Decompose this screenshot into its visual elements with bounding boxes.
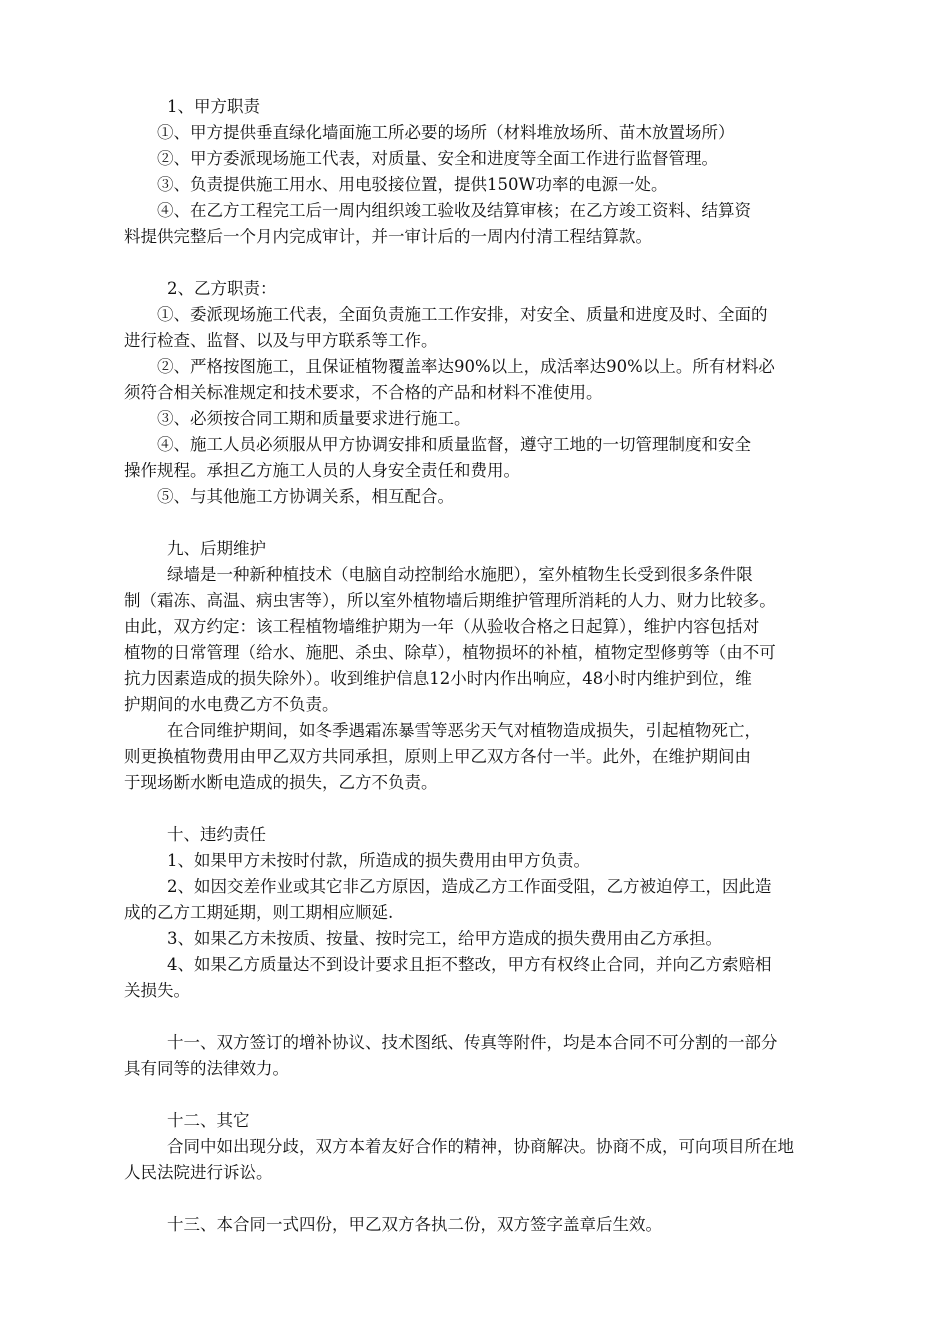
section-1-line-2: ②、甲方委派现场施工代表，对质量、安全和进度等全面工作进行监督管理。: [157, 149, 718, 168]
section-12-line-2: 人民法院进行诉讼。: [124, 1163, 273, 1182]
section-1-line-1: ①、甲方提供垂直绿化墙面施工所必要的场所（材料堆放场所、苗木放置场所）: [157, 123, 735, 142]
section-2-line-4: 须符合相关标准规定和技术要求，不合格的产品和材料不准使用。: [124, 383, 603, 402]
section-2-line-8: ⑤、与其他施工方协调关系，相互配合。: [157, 487, 454, 506]
section-10-line-4: 3、如果乙方未按质、按量、按时完工，给甲方造成的损失费用由乙方承担。: [167, 929, 722, 948]
section-2-heading: 2、乙方职责：: [167, 279, 277, 298]
section-11-line-1: 具有同等的法律效力。: [124, 1059, 289, 1078]
section-11-heading: 十一、双方签订的增补协议、技术图纸、传真等附件，均是本合同不可分割的一部分: [167, 1033, 778, 1052]
section-2-line-3: ②、严格按图施工，且保证植物覆盖率达90%以上，成活率达90%以上。所有材料必: [157, 357, 775, 376]
spacer: [124, 1082, 854, 1108]
section-10-line-1: 1、如果甲方未按时付款，所造成的损失费用由甲方负责。: [167, 851, 590, 870]
section-10-line-5: 4、如果乙方质量达不到设计要求且拒不整改，甲方有权终止合同，并向乙方索赔相: [167, 955, 772, 974]
section-10-line-3: 成的乙方工期延期，则工期相应顺延.: [124, 903, 394, 922]
section-9-line-7: 在合同维护期间，如冬季遇霜冻暴雪等恶劣天气对植物造成损失，引起植物死亡，: [167, 721, 761, 740]
section-9-line-1: 绿墙是一种新种植技术（电脑自动控制给水施肥），室外植物生长受到很多条件限: [167, 565, 753, 584]
spacer: [124, 1186, 854, 1212]
section-1-line-5: 料提供完整后一个月内完成审计，并一审计后的一周内付清工程结算款。: [124, 227, 652, 246]
section-10-line-6: 关损失。: [124, 981, 190, 1000]
section-9-line-4: 植物的日常管理（给水、施肥、杀虫、除草），植物损坏的补植，植物定型修剪等（由不可: [124, 643, 776, 662]
section-12-line-1: 合同中如出现分歧，双方本着友好合作的精神，协商解决。协商不成，可向项目所在地: [167, 1137, 794, 1156]
section-13-heading: 十三、本合同一式四份，甲乙双方各执二份，双方签字盖章后生效。: [167, 1215, 662, 1234]
spacer: [124, 796, 854, 822]
section-12-heading: 十二、其它: [167, 1111, 250, 1130]
section-9-line-2: 制（霜冻、高温、病虫害等），所以室外植物墙后期维护管理所消耗的人力、财力比较多。: [124, 591, 776, 610]
section-9-line-9: 于现场断水断电造成的损失，乙方不负责。: [124, 773, 438, 792]
section-9-line-3: 由此，双方约定：该工程植物墙维护期为一年（从验收合格之日起算），维护内容包括对: [124, 617, 760, 636]
section-9-line-6: 护期间的水电费乙方不负责。: [124, 695, 339, 714]
section-9-line-5: 抗力因素造成的损失除外）。收到维护信息12小时内作出响应，48小时内维护到位，维: [124, 669, 752, 688]
spacer: [124, 1004, 854, 1030]
document-page: [124, 94, 854, 1238]
section-2-line-7: 操作规程。承担乙方施工人员的人身安全责任和费用。: [124, 461, 520, 480]
section-9-heading: 九、后期维护: [167, 539, 266, 558]
section-9-line-8: 则更换植物费用由甲乙双方共同承担，原则上甲乙双方各付一半。此外，在维护期间由: [124, 747, 751, 766]
spacer: [124, 250, 854, 276]
section-1-line-4: ④、在乙方工程完工后一周内组织竣工验收及结算审核；在乙方竣工资料、结算资: [157, 201, 751, 220]
section-10-heading: 十、违约责任: [167, 825, 266, 844]
section-1-line-3: ③、负责提供施工用水、用电驳接位置，提供150W功率的电源一处。: [157, 175, 668, 194]
section-1-heading: 1、甲方职责: [167, 97, 260, 116]
section-2-line-2: 进行检查、监督、以及与甲方联系等工作。: [124, 331, 438, 350]
section-10-line-2: 2、如因交差作业或其它非乙方原因，造成乙方工作面受阻，乙方被迫停工，因此造: [167, 877, 772, 896]
section-2-line-6: ④、施工人员必须服从甲方协调安排和质量监督，遵守工地的一切管理制度和安全: [157, 435, 751, 454]
section-2-line-5: ③、必须按合同工期和质量要求进行施工。: [157, 409, 471, 428]
section-2-line-1: ①、委派现场施工代表，全面负责施工工作安排，对安全、质量和进度及时、全面的: [157, 305, 768, 324]
spacer: [124, 510, 854, 536]
